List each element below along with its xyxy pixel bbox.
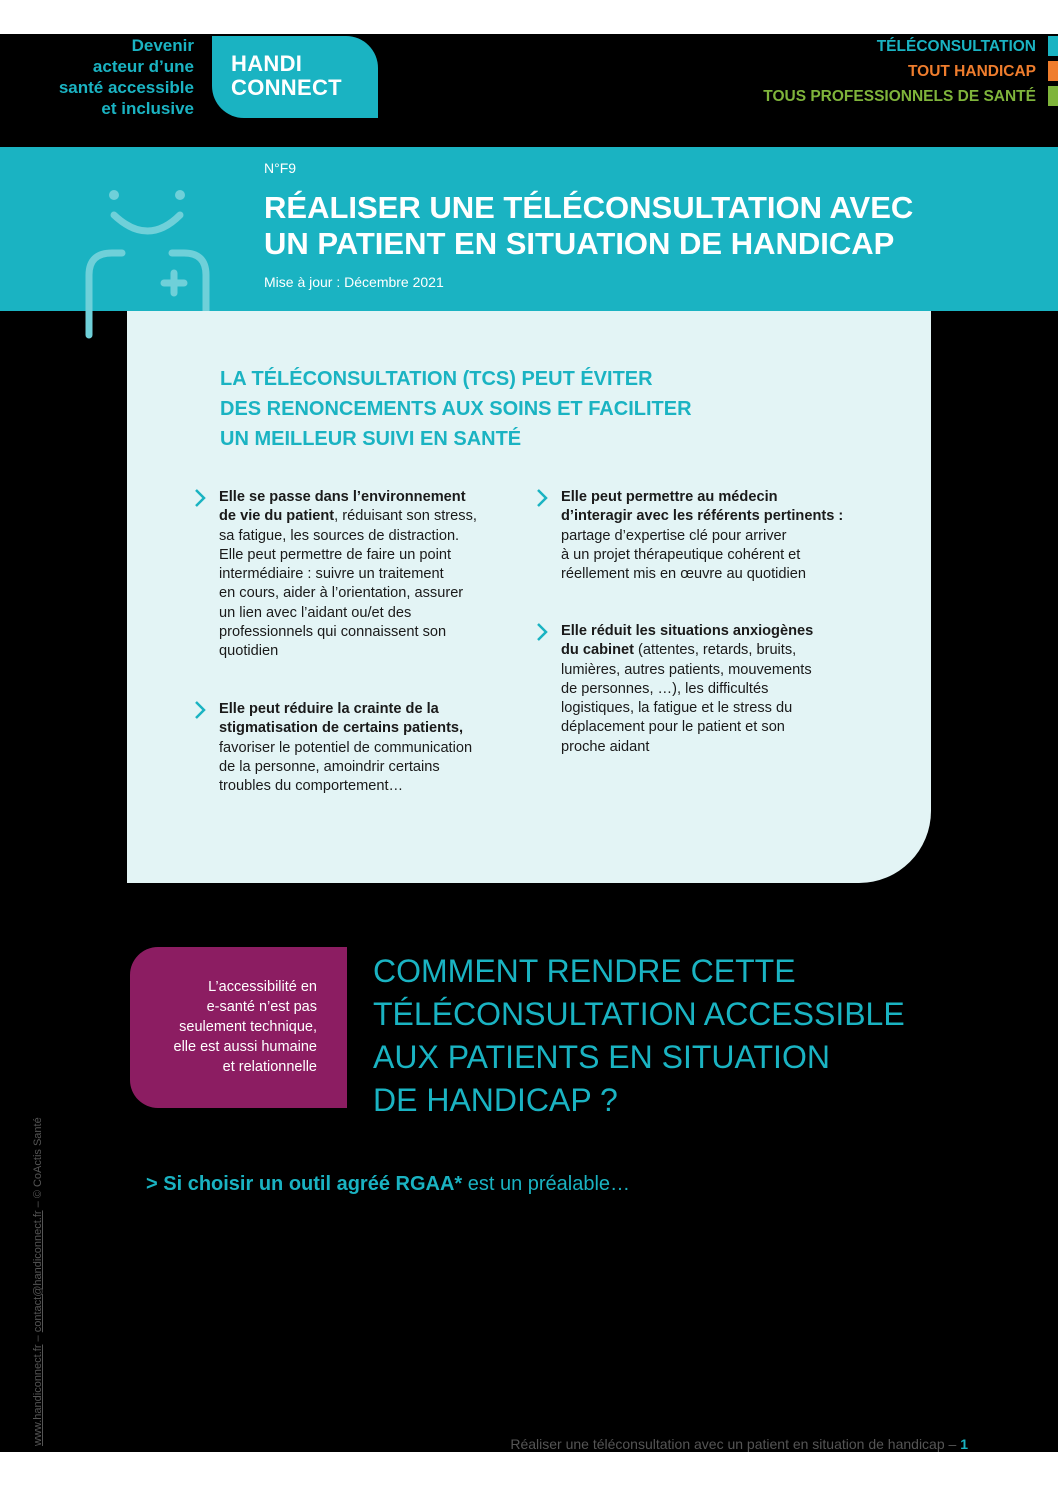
page-number: 1: [960, 1436, 968, 1452]
rgaa-note-text: est un préalable…: [462, 1173, 631, 1195]
item-text: déplacement pour le patient et son: [561, 719, 785, 736]
category-label: TOUT HANDICAP: [907, 63, 1036, 80]
sidebar-credits: [32, 1117, 44, 1446]
category-color-bar: [1048, 36, 1058, 56]
item-lead: Elle se passe dans l’environnement: [219, 489, 466, 505]
item-text: troubles du comportement…: [219, 778, 404, 795]
chevron-right-icon: [535, 488, 549, 508]
quote-line: et relationnelle: [222, 1059, 317, 1075]
item-text: (attentes, retards, bruits,: [633, 642, 797, 659]
item-text: de personnes, …), les difficultés: [561, 680, 769, 697]
item-lead: Elle peut réduire la crainte de la: [219, 701, 439, 717]
question-line: DE HANDICAP ?: [373, 1082, 618, 1118]
category-label: TÉLÉCONSULTATION: [876, 38, 1036, 55]
page-title: [264, 190, 913, 262]
quote-text: [174, 977, 317, 1077]
question-line: AUX PATIENTS EN SITUATION: [373, 1039, 830, 1075]
item-lead: d’interagir avec les référents pertinents :: [561, 508, 844, 525]
page-footer: [510, 1436, 968, 1452]
title-line: UN PATIENT EN SITUATION DE HANDICAP: [264, 226, 895, 261]
quote-line: e-santé n’est pas: [206, 999, 317, 1015]
section-question: [373, 950, 905, 1122]
category-teleconsultation: [763, 36, 1058, 61]
item-text: Elle peut permettre de faire un point: [219, 546, 452, 563]
quote-line: seulement technique,: [179, 1019, 317, 1035]
logo-line: CONNECT: [231, 75, 342, 100]
heading-line: DES RENONCEMENTS AUX SOINS ET FACILITER: [220, 398, 692, 420]
item-text: partage d’expertise clé pour arriver: [561, 527, 787, 544]
rgaa-note-bold: > Si choisir un outil agréé RGAA*: [146, 1173, 463, 1195]
category-tout-handicap: [763, 61, 1058, 86]
handiconnect-logo: [212, 36, 378, 118]
category-color-bar: [1048, 86, 1058, 106]
bullet-item: [561, 488, 843, 584]
item-text: proche aidant: [561, 738, 650, 755]
item-lead: Elle peut permettre au médecin: [561, 489, 778, 505]
quote-box: [130, 947, 347, 1108]
chevron-right-icon: [193, 700, 207, 720]
footer-text: Réaliser une téléconsultation avec un patient en situation de handicap –: [510, 1436, 961, 1452]
question-line: COMMENT RENDRE CETTE: [373, 953, 796, 989]
update-date: Mise à jour : Décembre 2021: [264, 274, 444, 290]
item-text: , réduisant son stress,: [334, 508, 477, 525]
bullet-item: [219, 700, 472, 796]
tagline-line: et inclusive: [101, 99, 194, 118]
item-text: de la personne, amoindrir certains: [219, 758, 440, 775]
item-text: favoriser le potentiel de communication: [219, 739, 473, 756]
item-text: à un projet thérapeutique cohérent et: [561, 546, 801, 563]
item-text: quotidien: [219, 643, 279, 660]
category-professionnels: [763, 86, 1058, 111]
category-color-bar: [1048, 61, 1058, 81]
question-line: TÉLÉCONSULTATION ACCESSIBLE: [373, 996, 905, 1032]
item-lead: Elle réduit les situations anxiogènes: [561, 623, 814, 639]
item-text: intermédiaire : suivre un traitement: [219, 566, 444, 583]
website-link[interactable]: www.handiconnect.fr: [32, 1344, 44, 1446]
item-text: réellement mis en œuvre au quotidien: [561, 566, 806, 583]
item-text: sa fatigue, les sources de distraction.: [219, 527, 460, 544]
bullet-item: [561, 622, 813, 757]
heading-line: UN MEILLEUR SUIVI EN SANTÉ: [220, 428, 522, 450]
item-text: un lien avec l’aidant ou/et des: [219, 604, 412, 621]
item-text: lumières, autres patients, mouvements: [561, 661, 812, 678]
chevron-right-icon: [193, 488, 207, 508]
quote-line: L’accessibilité en: [208, 979, 317, 995]
item-lead: stigmatisation de certains patients,: [219, 720, 464, 737]
chevron-right-icon: [535, 622, 549, 642]
copyright: – © CoActis Santé: [32, 1117, 44, 1211]
separator: –: [32, 1332, 44, 1345]
item-lead: du cabinet: [561, 642, 634, 659]
item-lead: de vie du patient: [219, 508, 335, 525]
quote-line: elle est aussi humaine: [173, 1039, 317, 1055]
email-link[interactable]: contact@handiconnect.fr: [32, 1210, 44, 1333]
item-text: professionnels qui connaissent son: [219, 624, 447, 641]
tagline: [4, 35, 194, 119]
panel-heading: [220, 364, 692, 454]
tagline-line: acteur d’une: [92, 57, 194, 76]
item-text: logistiques, la fatigue et le stress du: [561, 700, 793, 717]
rgaa-note: [146, 1173, 630, 1196]
tagline-line: Devenir: [131, 36, 194, 55]
tagline-line: santé accessible: [58, 78, 194, 97]
sheet-number: N°F9: [264, 160, 297, 176]
logo-line: HANDI: [231, 51, 303, 76]
item-text: en cours, aider à l’orientation, assurer: [219, 585, 464, 602]
category-label: TOUS PROFESSIONNELS DE SANTÉ: [763, 88, 1036, 105]
category-tags: [763, 36, 1058, 111]
heading-line: LA TÉLÉCONSULTATION (TCS) PEUT ÉVITER: [220, 368, 653, 390]
title-line: RÉALISER UNE TÉLÉCONSULTATION AVEC: [264, 190, 914, 225]
bullet-item: [219, 488, 477, 662]
